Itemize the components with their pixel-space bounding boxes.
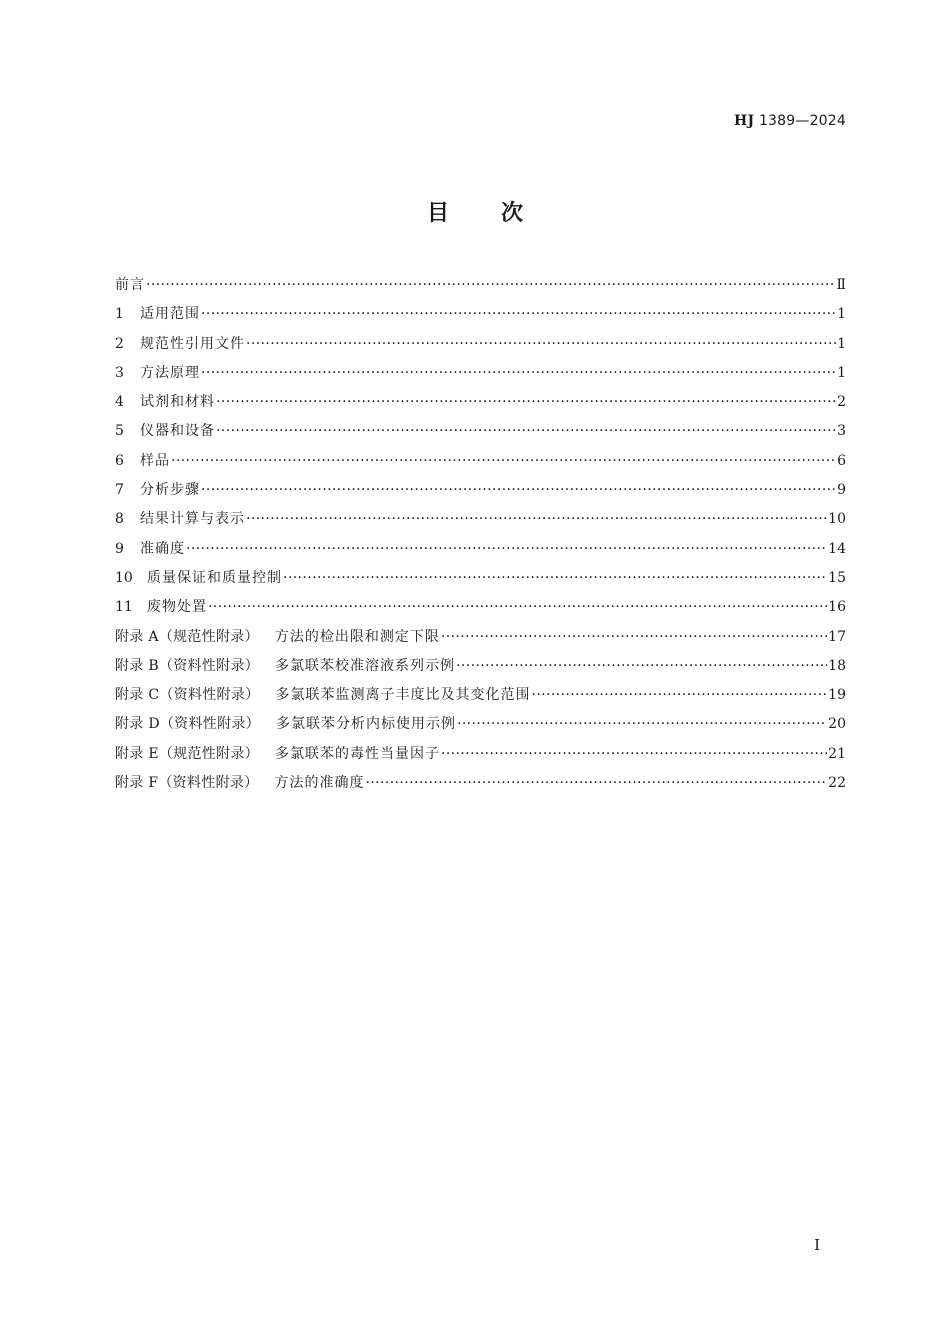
toc-entry-page: 22 bbox=[828, 775, 846, 792]
toc-appendix-head: 附录 D（资料性附录） bbox=[115, 716, 260, 733]
toc-entry-page: 19 bbox=[828, 687, 846, 704]
toc-entry-label: 规范性引用文件 bbox=[140, 335, 245, 352]
toc-appendix-head: 附录 F（资料性附录） bbox=[115, 775, 259, 792]
toc-entry-label: 样品 bbox=[140, 452, 170, 469]
toc-entry-section-6[interactable] bbox=[115, 447, 846, 476]
toc-entry-page: 18 bbox=[828, 657, 846, 674]
toc-entry-number: 1 bbox=[115, 306, 124, 323]
toc-appendix-head: 附录 A（规范性附录） bbox=[115, 628, 259, 645]
toc-entry-section-7[interactable] bbox=[115, 476, 846, 505]
toc-entry-number: 7 bbox=[115, 482, 124, 499]
toc-leader-dots bbox=[283, 564, 827, 593]
toc-leader-dots bbox=[365, 769, 827, 798]
standard-number: 1389—2024 bbox=[758, 113, 846, 129]
toc-entry-number: 10 bbox=[115, 569, 133, 586]
toc-entry-appendix-e[interactable] bbox=[115, 740, 846, 769]
toc-leader-dots bbox=[531, 681, 827, 710]
toc-entry-section-10[interactable] bbox=[115, 564, 846, 593]
toc-entry-page: 9 bbox=[837, 482, 846, 499]
toc-entry-label: 方法的准确度 bbox=[274, 775, 365, 792]
toc-entry-page: 17 bbox=[828, 628, 846, 645]
toc-entry-label: 分析步骤 bbox=[140, 482, 200, 499]
table-of-contents bbox=[115, 271, 846, 798]
toc-entry-page: 21 bbox=[828, 745, 846, 762]
toc-entry-page: 1 bbox=[837, 306, 846, 323]
toc-entry-label: 方法的检出限和测定下限 bbox=[274, 628, 440, 645]
toc-entry-label: 准确度 bbox=[140, 540, 185, 557]
toc-entry-preface[interactable] bbox=[115, 271, 846, 300]
toc-leader-dots bbox=[201, 300, 836, 329]
toc-entry-section-11[interactable] bbox=[115, 593, 846, 622]
toc-entry-page: 1 bbox=[837, 364, 846, 381]
toc-entry-number: 4 bbox=[115, 394, 124, 411]
toc-leader-dots bbox=[441, 740, 827, 769]
toc-entry-page: Ⅱ bbox=[836, 277, 846, 293]
toc-entry-appendix-b[interactable] bbox=[115, 652, 846, 681]
toc-entry-number: 2 bbox=[115, 335, 124, 352]
toc-entry-page: 6 bbox=[837, 452, 846, 469]
toc-entry-section-9[interactable] bbox=[115, 535, 846, 564]
standard-prefix: HJ bbox=[734, 113, 755, 129]
toc-entry-section-1[interactable] bbox=[115, 300, 846, 329]
toc-leader-dots bbox=[216, 417, 836, 446]
title-char-2: 次 bbox=[501, 201, 524, 226]
toc-leader-dots bbox=[441, 623, 827, 652]
toc-entry-label: 结果计算与表示 bbox=[140, 511, 245, 528]
toc-entry-number: 11 bbox=[115, 599, 133, 616]
toc-leader-dots bbox=[216, 388, 836, 417]
toc-leader-dots bbox=[246, 505, 827, 534]
toc-entry-number: 8 bbox=[115, 511, 124, 528]
toc-entry-label: 试剂和材料 bbox=[140, 394, 215, 411]
toc-entry-page: 1 bbox=[837, 335, 846, 352]
toc-entry-label: 质量保证和质量控制 bbox=[147, 569, 282, 586]
toc-entry-appendix-a[interactable] bbox=[115, 623, 846, 652]
toc-leader-dots bbox=[146, 271, 835, 300]
toc-entry-number: 5 bbox=[115, 423, 124, 440]
toc-entry-page: 20 bbox=[828, 716, 846, 733]
toc-leader-dots bbox=[246, 330, 836, 359]
toc-entry-section-2[interactable] bbox=[115, 330, 846, 359]
toc-entry-appendix-c[interactable] bbox=[115, 681, 846, 710]
toc-entry-page: 10 bbox=[828, 511, 846, 528]
toc-entry-number: 6 bbox=[115, 452, 124, 469]
toc-entry-label: 前言 bbox=[115, 277, 145, 293]
toc-entry-label: 多氯联苯分析内标使用示例 bbox=[275, 716, 456, 733]
toc-entry-appendix-f[interactable] bbox=[115, 769, 846, 798]
toc-entry-label: 仪器和设备 bbox=[140, 423, 215, 440]
title-char-1: 目 bbox=[426, 201, 449, 226]
toc-entry-section-3[interactable] bbox=[115, 359, 846, 388]
toc-entry-label: 多氯联苯监测离子丰度比及其变化范围 bbox=[275, 687, 531, 704]
toc-entry-label: 方法原理 bbox=[140, 364, 200, 381]
toc-entry-page: 14 bbox=[828, 540, 846, 557]
toc-entry-section-5[interactable] bbox=[115, 417, 846, 446]
toc-entry-page: 2 bbox=[837, 394, 846, 411]
toc-leader-dots bbox=[457, 710, 827, 739]
toc-leader-dots bbox=[208, 593, 827, 622]
toc-leader-dots bbox=[201, 476, 836, 505]
toc-entry-number: 3 bbox=[115, 364, 124, 381]
toc-entry-label: 废物处置 bbox=[147, 599, 207, 616]
toc-leader-dots bbox=[171, 447, 836, 476]
page-title bbox=[0, 196, 950, 227]
toc-leader-dots bbox=[201, 359, 836, 388]
document-code bbox=[734, 113, 846, 129]
page-number: I bbox=[814, 1236, 820, 1254]
toc-entry-section-4[interactable] bbox=[115, 388, 846, 417]
toc-appendix-head: 附录 C（资料性附录） bbox=[115, 687, 260, 704]
toc-appendix-head: 附录 B（资料性附录） bbox=[115, 657, 260, 674]
toc-entry-label: 多氯联苯校准溶液系列示例 bbox=[275, 657, 456, 674]
toc-entry-label: 适用范围 bbox=[140, 306, 200, 323]
toc-entry-number: 9 bbox=[115, 540, 124, 557]
toc-entry-label: 多氯联苯的毒性当量因子 bbox=[274, 745, 440, 762]
toc-entry-section-8[interactable] bbox=[115, 505, 846, 534]
toc-entry-appendix-d[interactable] bbox=[115, 710, 846, 739]
toc-appendix-head: 附录 E（规范性附录） bbox=[115, 745, 259, 762]
toc-entry-page: 16 bbox=[828, 599, 846, 616]
toc-entry-page: 15 bbox=[828, 569, 846, 586]
toc-entry-page: 3 bbox=[837, 423, 846, 440]
toc-leader-dots bbox=[456, 652, 827, 681]
toc-leader-dots bbox=[186, 535, 827, 564]
